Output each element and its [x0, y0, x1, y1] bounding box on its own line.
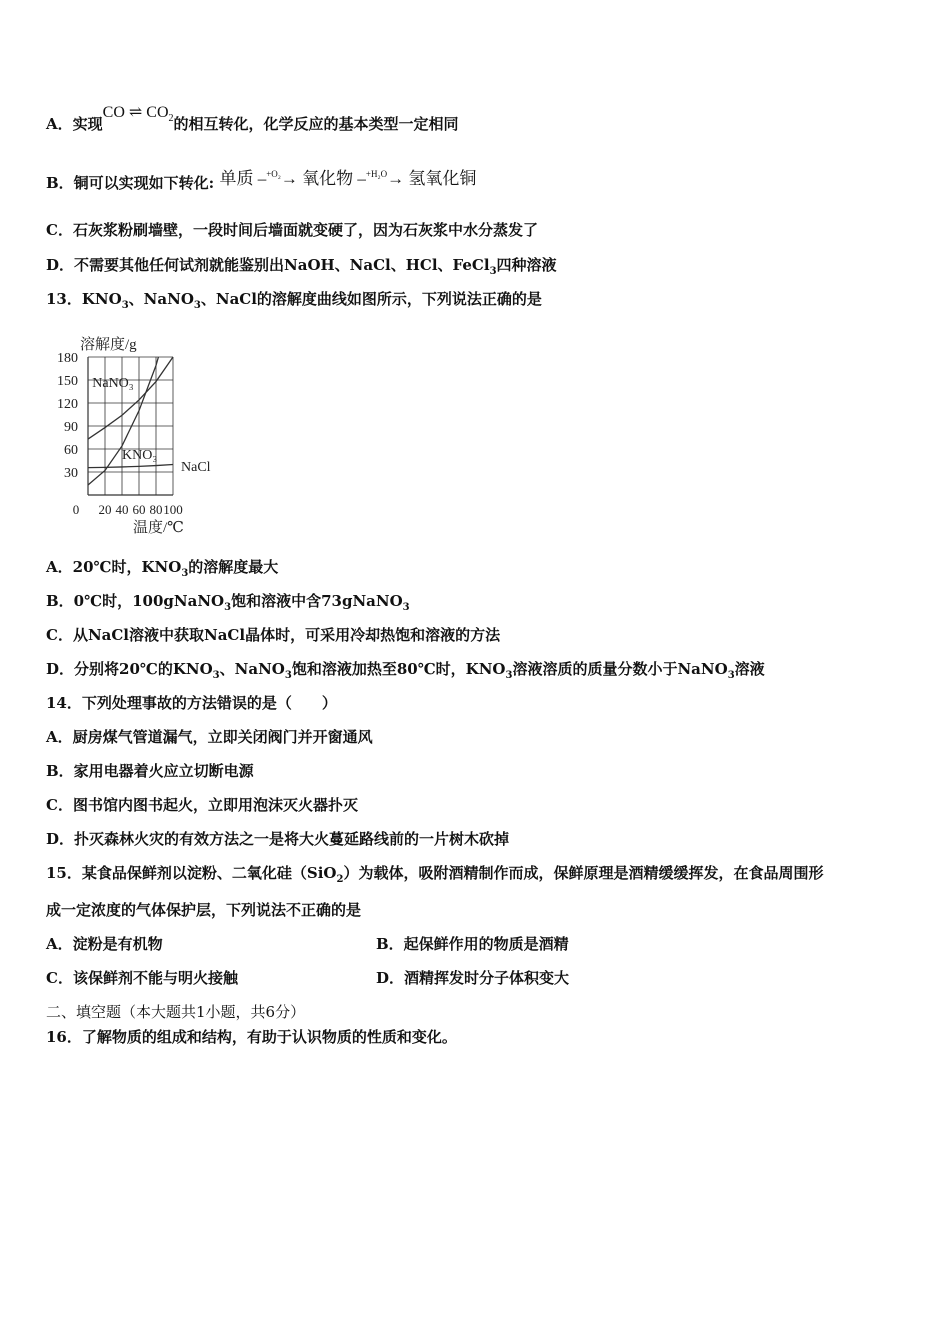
solubility-chart	[40, 330, 240, 540]
chart-ylabel: 溶解度/g	[80, 337, 137, 353]
x-tick-label: 100	[163, 502, 183, 517]
q13-option-d: D．分别将20℃的$KNO_3$、NaNO$_3$饱和溶液加热至80℃时，$KNO_3$溶液溶质的质量分数小于NaNO$_3$溶液	[46, 660, 765, 681]
q13-option-a: A．20℃时，$KNO_3$的溶解度最大	[46, 558, 279, 579]
y-tick-label: 30	[64, 466, 78, 481]
y-tick-label: 180	[57, 351, 78, 366]
y-tick-label: 150	[57, 374, 78, 389]
series-label-NaCl: NaCl	[181, 459, 211, 475]
q12-option-c: C．石灰浆粉刷墙壁，一段时间后墙面就变硬了，因为石灰浆中水分蒸发了	[46, 221, 538, 239]
q13-option-b: B．0℃时，100gNaNO$_3$饱和溶液中含73gNaNO$_3$	[46, 592, 410, 613]
q14-option-b: B．家用电器着火应立切断电源	[46, 762, 254, 780]
q14-option-c: C．图书馆内图书起火，立即用泡沫灭火器扑灭	[46, 796, 358, 814]
co-formula: CO ⇌ $CO_2$	[102, 104, 174, 125]
q16-stem: 16．了解物质的组成和结构，有助于认识物质的性质和变化。	[46, 1028, 457, 1046]
x-tick-label: 0	[72, 502, 80, 517]
x-tick-label: 20	[98, 502, 112, 517]
q14-option-d: D．扑灭森林火灾的有效方法之一是将大火蔓延路线前的一片树木砍掉	[46, 830, 510, 848]
series-line-NaCl	[88, 464, 173, 467]
q15-option-a: A．淀粉是有机物	[46, 935, 163, 953]
q13-stem: 13．$KNO_3$、NaNO$_3$、NaCl的溶解度曲线如图所示，下列说法正确的是	[46, 290, 542, 311]
q15-option-b: B．起保鲜作用的物质是酒精	[376, 935, 569, 953]
x-tick-label: 60	[132, 502, 146, 517]
section-heading-fill-in: 二、填空题（本大题共1小题，共6分）	[46, 1003, 306, 1021]
q15-option-c: C．该保鲜剂不能与明火接触	[46, 969, 238, 987]
series-label-NaNO3: NaNO₃	[92, 375, 134, 391]
q12-option-d: D．不需要其他任何试剂就能鉴别出NaOH、NaCl、HCl、FeCl$_3$四种溶液	[46, 256, 557, 277]
q15-option-d: D．酒精挥发时分子体积变大	[376, 969, 570, 987]
q15-stem-line1: 15．某食品保鲜剂以淀粉、二氧化硅（SiO$_2$）为载体，吸附酒精制作而成，保鲜原理是酒精缓缓挥发，在食品周围形	[46, 864, 824, 885]
series-label-KNO3: KNO₃	[122, 447, 158, 463]
q15-stem-line2: 成一定浓度的气体保护层，下列说法不正确的是	[46, 901, 362, 919]
chart-xlabel: 温度/℃	[133, 520, 184, 536]
chart-series	[88, 357, 211, 485]
x-tick-label: 80	[149, 502, 163, 517]
copper-conversion-formula: 单质 –$^{+O_2}$→ 氧化物 –$^{+H_2O}$→ 氢氧化铜	[219, 169, 477, 188]
q12-option-a: A．实现CO ⇌ $CO_2$的相互转化，化学反应的基本类型一定相同	[46, 104, 459, 133]
q14-stem: 14．下列处理事故的方法错误的是（ ）	[46, 694, 337, 712]
chart-y-ticks	[57, 351, 78, 481]
y-tick-label: 90	[64, 420, 78, 435]
q12-option-b: B．铜可以实现如下转化: 单质 –$^{+O_2}$→ 氧化物 –$^{+H_2O}$→ 氢氧化铜	[46, 169, 477, 192]
chart-x-ticks	[73, 502, 183, 517]
x-tick-label: 40	[115, 502, 129, 517]
y-tick-label: 60	[64, 443, 78, 458]
y-tick-label: 120	[57, 397, 78, 412]
q13-option-c: C．从NaCl溶液中获取NaCl晶体时，可采用冷却热饱和溶液的方法	[46, 626, 501, 644]
q14-option-a: A．厨房煤气管道漏气，立即关闭阀门并开窗通风	[46, 728, 373, 746]
series-line-NaNO3	[88, 357, 173, 439]
